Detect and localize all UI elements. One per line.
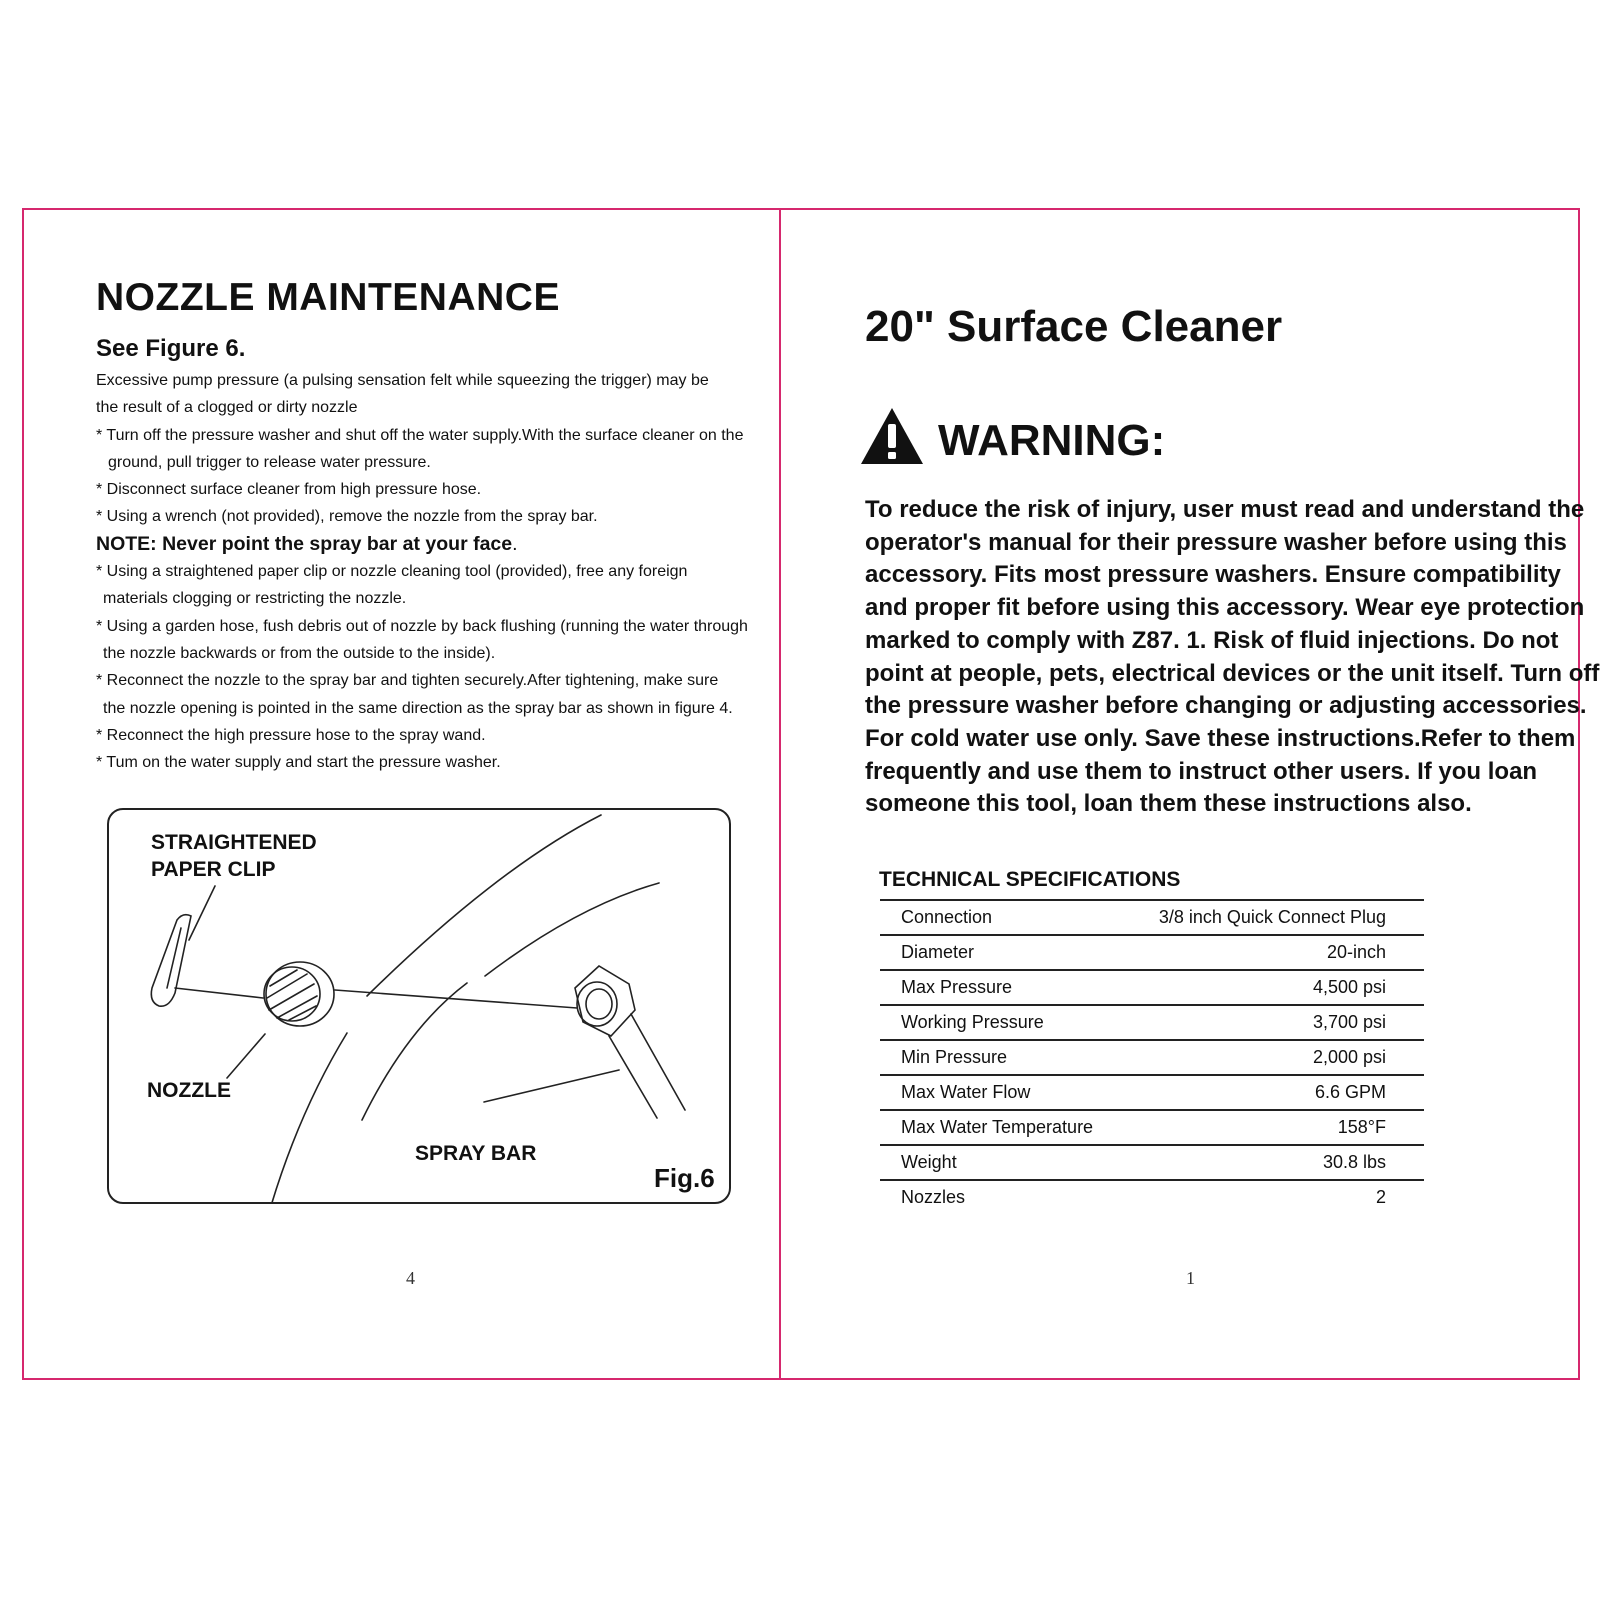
instruction-line: * Reconnect the high pressure hose to the spray wand.: [96, 726, 486, 744]
instruction-line: * Tum on the water supply and start the pressure washer.: [96, 754, 501, 772]
spec-row: [880, 1109, 1424, 1144]
page-number-left: 4: [406, 1268, 415, 1288]
instruction-lines-part1: [96, 367, 744, 531]
nozzle-maintenance-title: NOZZLE MAINTENANCE: [96, 276, 560, 319]
spray-bar-fitting: [575, 966, 635, 1036]
spray-bar-pointer-line: [484, 1070, 619, 1102]
spec-value: 158°F: [1337, 1117, 1386, 1137]
instruction-line: the nozzle backwards or from the outside to the inside).: [103, 644, 496, 662]
spec-label: Nozzles: [901, 1187, 966, 1207]
nozzle-threads: [267, 970, 317, 1020]
label-nozzle: NOZZLE: [147, 1079, 231, 1102]
page-divider: [779, 208, 781, 1380]
spec-label: Working Pressure: [901, 1012, 1044, 1032]
spray-bar-opening-inner: [586, 989, 612, 1019]
warning-line: For cold water use only. Save these instructions.Refer to them: [865, 724, 1576, 752]
note-line: [96, 531, 736, 558]
label-clip-line1: STRAIGHTENED: [151, 831, 317, 854]
instruction-lines-part2: [96, 558, 748, 776]
figure-number: Fig.6: [654, 1163, 715, 1193]
spec-label: Max Pressure: [901, 977, 1013, 997]
label-straightened-paper-clip: [151, 829, 317, 883]
spec-row: [880, 1074, 1424, 1109]
spec-label: Diameter: [901, 942, 975, 962]
instruction-line: the result of a clogged or dirty nozzle: [96, 399, 358, 417]
spec-value: 20-inch: [1326, 942, 1386, 962]
spec-label: Max Water Flow: [901, 1082, 1031, 1102]
spec-value: 4,500 psi: [1312, 977, 1386, 997]
spec-value: 3,700 psi: [1312, 1012, 1386, 1032]
housing-arc-inner-lower: [362, 983, 467, 1120]
see-figure-subtitle: See Figure 6.: [96, 335, 246, 362]
note-end: .: [512, 532, 518, 555]
warning-line: and proper fit before using this accessory. Wear eye protection: [865, 594, 1585, 622]
spec-row: [880, 1039, 1424, 1074]
instruction-line: * Disconnect surface cleaner from high pressure hose.: [96, 481, 482, 499]
instruction-line: materials clogging or restricting the nozzle.: [103, 590, 407, 608]
warning-heading: WARNING:: [938, 416, 1166, 465]
housing-arc-inner-upper: [485, 883, 659, 976]
cleaning-tool-detail: [167, 928, 181, 988]
note-bold-text: NOTE: Never point the spray bar at your face: [96, 532, 513, 555]
warning-line: marked to comply with Z87. 1. Risk of fluid injections. Do not: [865, 626, 1559, 654]
spec-value: 2,000 psi: [1312, 1047, 1386, 1067]
instruction-line: * Using a wrench (not provided), remove the nozzle from the spray bar.: [96, 508, 598, 526]
surface-cleaner-title: 20" Surface Cleaner: [865, 302, 1283, 351]
spec-row: [880, 1179, 1424, 1214]
spec-value: 30.8 lbs: [1322, 1152, 1386, 1172]
spec-value: 2: [1375, 1187, 1386, 1207]
spec-row: [880, 934, 1424, 969]
clip-pointer-line: [189, 886, 215, 940]
label-clip-line2: PAPER CLIP: [151, 858, 276, 881]
spec-row: [880, 899, 1424, 934]
spec-label: Min Pressure: [901, 1047, 1008, 1067]
technical-specifications-title: TECHNICAL SPECIFICATIONS: [879, 868, 1181, 891]
housing-arc-outer-lower: [262, 1033, 347, 1204]
wire-to-nozzle: [175, 988, 263, 998]
warning-line: someone this tool, loan them these instructions also.: [865, 790, 1472, 818]
nozzle-pointer-line: [227, 1034, 265, 1078]
cleaning-tool-body: [151, 915, 191, 1007]
technical-specifications-table: [880, 899, 1424, 1214]
spec-label: Weight: [901, 1152, 957, 1172]
warning-line: operator's manual for their pressure washer before using this: [865, 528, 1567, 556]
warning-line: point at people, pets, electrical devices or the unit itself. Turn off: [865, 659, 1600, 687]
label-spray-bar: SPRAY BAR: [415, 1142, 537, 1165]
spec-row: [880, 969, 1424, 1004]
instruction-line: * Turn off the pressure washer and shut off the water supply.With the surface cleaner on the: [96, 426, 744, 444]
spec-value: 3/8 inch Quick Connect Plug: [1158, 907, 1386, 927]
spray-bar-pipe-right: [631, 1014, 685, 1110]
spec-label: Max Water Temperature: [901, 1117, 1094, 1137]
spec-label: Connection: [901, 907, 993, 927]
spec-row: [880, 1144, 1424, 1179]
warning-text: [865, 494, 1600, 821]
warning-line: the pressure washer before changing or adjusting accessories.: [865, 692, 1587, 720]
warning-line: frequently and use them to instruct other users. If you loan: [865, 757, 1538, 785]
spec-value: 6.6 GPM: [1314, 1082, 1386, 1102]
instruction-line: * Using a garden hose, fush debris out of nozzle by back flushing (running the water through: [96, 617, 748, 635]
instruction-line: * Reconnect the nozzle to the spray bar and tighten securely.After tightening, make sure: [96, 672, 719, 690]
warning-line: accessory. Fits most pressure washers. Ensure compatibility: [865, 561, 1561, 589]
housing-arc-outer-upper: [367, 815, 601, 996]
warning-triangle-icon: [859, 406, 925, 466]
nozzle-maintenance-instructions: [96, 367, 748, 776]
instruction-line: ground, pull trigger to release water pressure.: [108, 453, 431, 471]
instruction-line: Excessive pump pressure (a pulsing sensation felt while squeezing the trigger) may be: [96, 372, 709, 389]
warning-line: To reduce the risk of injury, user must read and understand the: [865, 496, 1585, 523]
page-number-right: 1: [1186, 1268, 1195, 1288]
spec-row: [880, 1004, 1424, 1039]
instruction-line: the nozzle opening is pointed in the same direction as the spray bar as shown in figure 4.: [103, 699, 733, 717]
instruction-line: * Using a straightened paper clip or nozzle cleaning tool (provided), free any foreign: [96, 563, 688, 581]
